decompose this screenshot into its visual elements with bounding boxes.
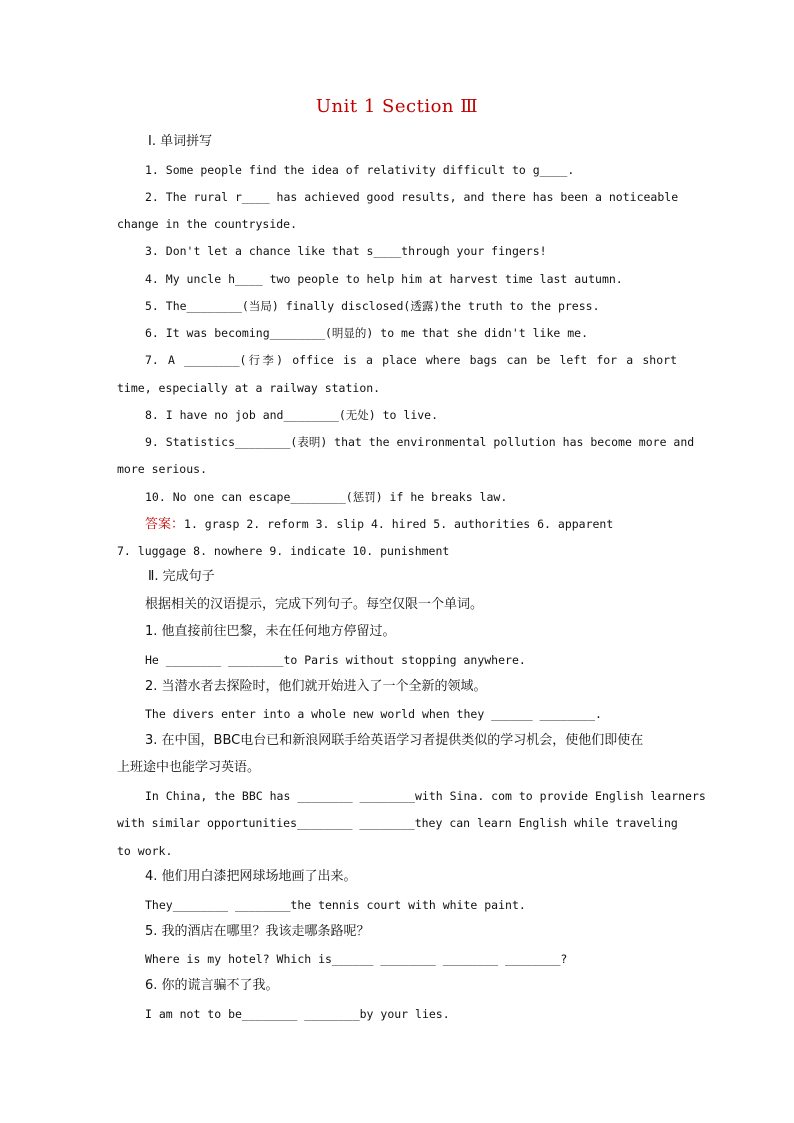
- sentence-3-chinese-a: 3. 在中国，BBC电台已和新浪网联手给英语学习者提供类似的学习机会，使他们即使在: [145, 733, 644, 748]
- spelling-item-3: 3. Don't let a chance like that s____through your fingers!: [145, 244, 547, 258]
- spelling-item-5: 5. The________(当局) finally disclosed(透露)the truth to the press.: [145, 299, 600, 313]
- sentence-4-english: They________ ________the tennis court with white paint.: [145, 898, 526, 912]
- sentence-3-english-c: to work.: [117, 844, 173, 858]
- page-title: Unit 1 Section Ⅲ: [315, 96, 479, 117]
- sentence-2-english: The divers enter into a whole new world when they ______ ________.: [145, 707, 602, 721]
- sentence-1-english: He ________ ________to Paris without stopping anywhere.: [145, 653, 526, 667]
- spelling-item-7: 7. A ________(行李) office is a place where bags can be left for a short: [145, 353, 677, 367]
- sentence-4-chinese: 4. 他们用白漆把网球场地画了出来。: [145, 869, 357, 884]
- section-heading-sentences: Ⅱ. 完成句子: [148, 569, 215, 584]
- spelling-item-2-cont: change in the countryside.: [117, 217, 298, 231]
- spelling-item-9-cont: more serious.: [117, 462, 208, 476]
- answer-text-1: 1. grasp 2. reform 3. slip 4. hired 5. authorities 6. apparent: [184, 517, 614, 531]
- spelling-item-7-cont: time, especially at a railway station.: [117, 381, 381, 395]
- sentence-3-chinese-b: 上班途中也能学习英语。: [117, 760, 261, 775]
- sentence-3-english-a: In China, the BBC has ________ ________with Sina. com to provide English learners: [145, 789, 706, 803]
- spelling-item-8: 8. I have no job and________(无处) to live.: [145, 408, 439, 422]
- spelling-item-1: 1. Some people find the idea of relativity difficult to g____.: [145, 163, 575, 177]
- answer-text-2: 7. luggage 8. nowhere 9. indicate 10. punishment: [117, 544, 450, 558]
- instruction-text: 根据相关的汉语提示，完成下列句子。每空仅限一个单词。: [145, 597, 484, 612]
- spelling-item-9: 9. Statistics________(表明) that the environmental pollution has become more and: [145, 435, 695, 449]
- spelling-item-2: 2. The rural r____ has achieved good results, and there has been a noticeable: [145, 190, 679, 204]
- spelling-item-10: 10. No one can escape________(惩罚) if he breaks law.: [145, 490, 508, 504]
- sentence-6-english: I am not to be________ ________by your lies.: [145, 1007, 450, 1021]
- answer-label: 答案：: [145, 517, 185, 532]
- sentence-2-chinese: 2. 当潜水者去探险时，他们就开始进入了一个全新的领域。: [145, 679, 487, 694]
- sentence-6-chinese: 6. 你的谎言骗不了我。: [145, 978, 279, 993]
- sentence-5-english: Where is my hotel? Which is______ ________ ________ ________?: [145, 952, 568, 966]
- answer-line: [145, 516, 677, 533]
- sentence-3-english-b: with similar opportunities________ ________they can learn English while traveling: [117, 816, 678, 830]
- sentence-5-chinese: 5. 我的酒店在哪里？我该走哪条路呢？: [145, 924, 370, 939]
- section-heading-spelling: Ⅰ. 单词拼写: [148, 134, 213, 149]
- spelling-item-4: 4. My uncle h____ two people to help him at harvest time last autumn.: [145, 272, 623, 286]
- sentence-1-chinese: 1. 他直接前往巴黎，未在任何地方停留过。: [145, 624, 396, 639]
- spelling-item-6: 6. It was becoming________(明显的) to me that she didn't like me.: [145, 326, 588, 340]
